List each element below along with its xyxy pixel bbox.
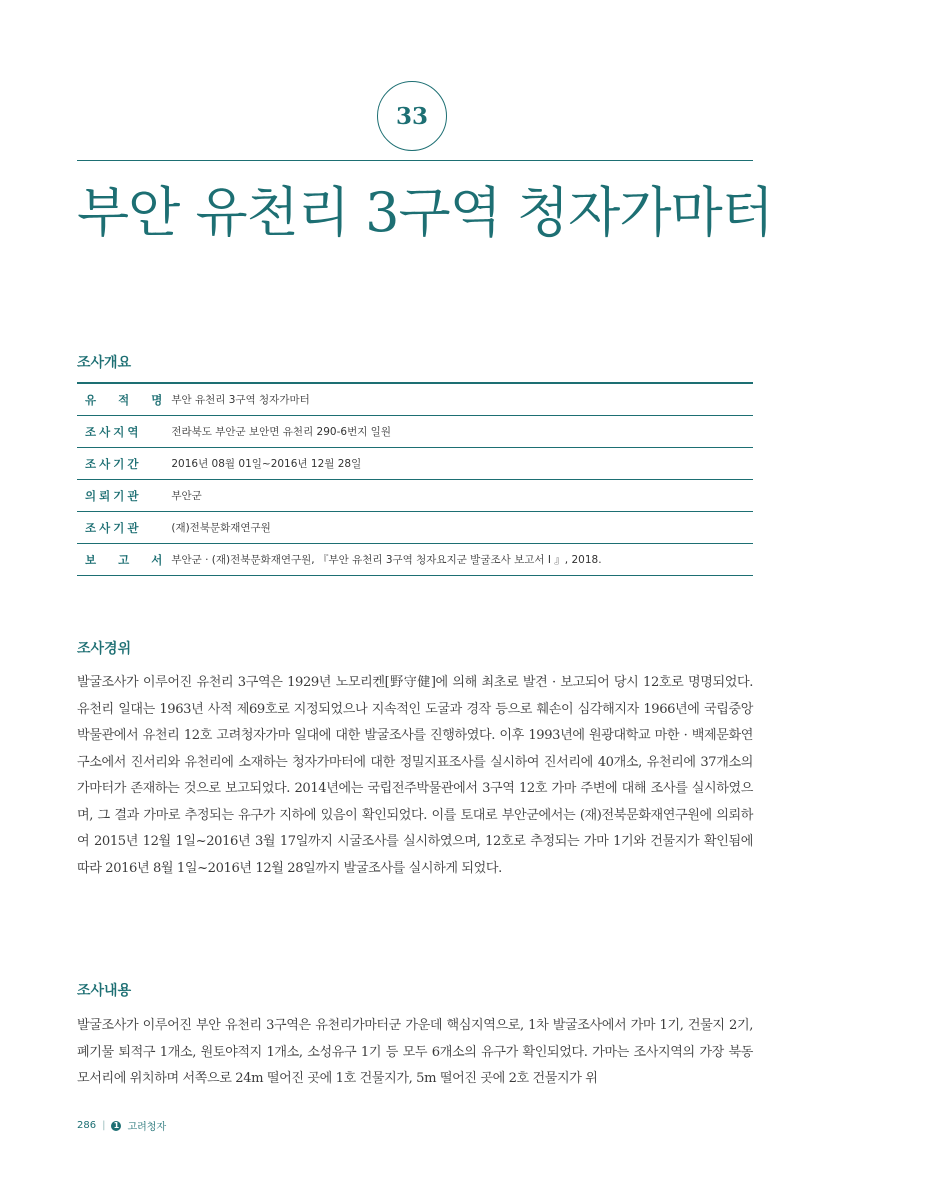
chapter-number: 33 [395, 102, 428, 130]
summary-heading: 조사개요 [77, 355, 132, 371]
table-row [77, 544, 753, 576]
row-label: 의뢰기관 [85, 488, 142, 503]
title-divider [77, 160, 753, 161]
table-row [77, 512, 753, 544]
row-value: 2016년 08월 01일~2016년 12월 28일 [171, 458, 362, 470]
section-label: 고려청자 [127, 1122, 167, 1133]
footer-separator: | [102, 1120, 106, 1131]
section-number-icon: 1 [111, 1121, 121, 1131]
history-paragraph: 발굴조사가 이루어진 유천리 3구역은 1929년 노모리켄[野守健]에 의해 최초로 발견 · 보고되어 당시 12호로 명명되었다. 유천리 일대는 1963년 사적 제69호로 지정되었으나 지속적인 도굴과 경작 등으로 훼손이 심각해지자 1966년에 국립중앙박물관에서 유천리 12호 고려청자가마 일대에 대한 발굴조사를 진행하였다. 이후 1993년에 원광대학교 마한 · 백제문화연구소에서 진서리와 유천리에 소재하는 청자가마터에 대한 정밀지표조사를 실시하여 진서리에 40개소, 유천리에 37개소의 가마터가 존재하는 것으로 보고되었다. 2014년에는 국립전주박물관에서 3구역 12호 가마 주변에 대해 조사를 실시하였으며, 그 결과 가마로 추정되는 유구가 지하에 있음이 확인되었다. 이를 토대로 부안군에서는 (재)전북문화재연구원에 의뢰하여 2015년 12월 1일~2016년 3월 17일까지 시굴조사를 실시하였으며, 12호로 추정되는 가마 1기와 건물지가 확인됨에 따라 2016년 8월 1일~2016년 12월 28일까지 발굴조사를 실시하게 되었다. [77, 675, 753, 876]
row-label: 조사지역 [85, 424, 142, 439]
row-label: 보 고 서 [85, 552, 172, 567]
row-label: 조사기관 [85, 520, 142, 535]
page-title: 부안 유천리 3구역 청자가마터 [77, 181, 773, 244]
page-footer [77, 1118, 166, 1133]
chapter-number-badge [377, 81, 447, 151]
table-row [77, 383, 753, 416]
content-heading: 조사내용 [77, 983, 132, 999]
row-label: 조사기간 [85, 456, 142, 471]
table-row [77, 416, 753, 448]
row-value: 부안 유천리 3구역 청자가마터 [171, 394, 310, 406]
page-number: 286 [77, 1120, 97, 1131]
table-row [77, 448, 753, 480]
row-value: (재)전북문화재연구원 [171, 522, 271, 534]
content-paragraph: 발굴조사가 이루어진 부안 유천리 3구역은 유천리가마터군 가운데 핵심지역으로, 1차 발굴조사에서 가마 1기, 건물지 2기, 폐기물 퇴적구 1개소, 원토야적지 1개소, 소성유구 1기 등 모두 6개소의 유구가 확인되었다. 가마는 조사지역의 가장 북동 모서리에 위치하며 서쪽으로 24m 떨어진 곳에 1호 건물지가, 5m 떨어진 곳에 2호 건물지가 위 [77, 1018, 753, 1086]
row-label: 유 적 명 [85, 392, 172, 407]
row-value: 전라북도 부안군 보안면 유천리 290-6번지 일원 [171, 426, 391, 438]
summary-table [77, 382, 753, 576]
row-value: 부안군 · (재)전북문화재연구원, 『부안 유천리 3구역 청자요지군 발굴조사 보고서 I 』, 2018. [171, 554, 602, 566]
table-row [77, 480, 753, 512]
history-heading: 조사경위 [77, 641, 132, 657]
row-value: 부안군 [171, 490, 202, 502]
